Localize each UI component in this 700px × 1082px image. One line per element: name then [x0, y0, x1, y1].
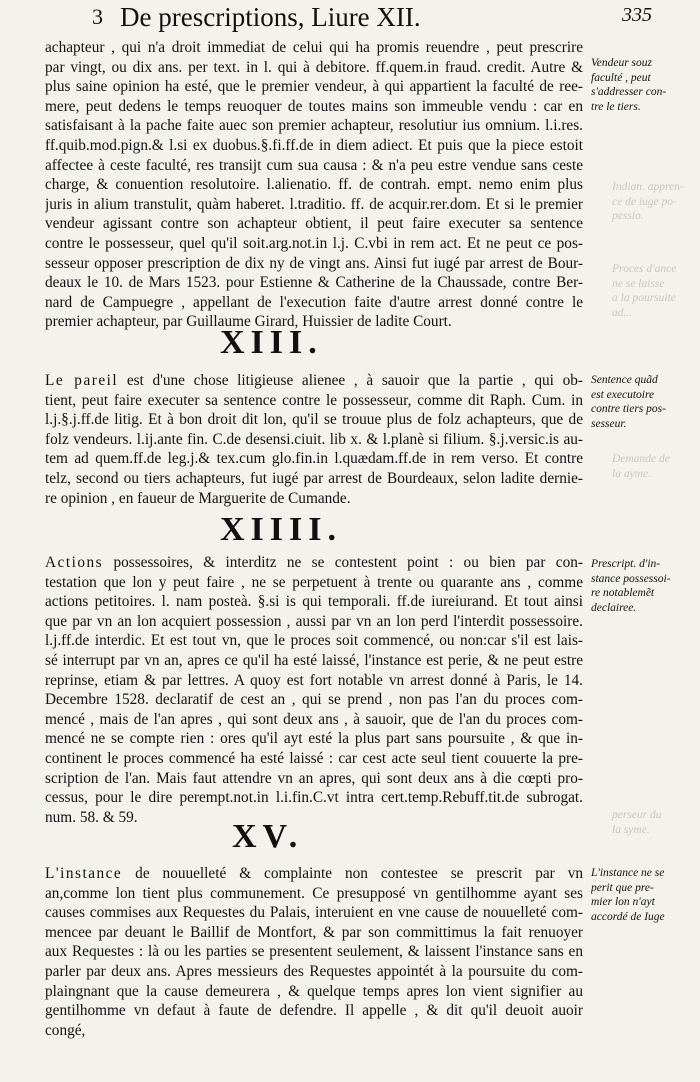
bleed-through-text: perseur du la syme.: [612, 809, 662, 836]
text-line: scription de l'an. Mais faut attendre vn an apres, qui sont deux ans à die cœpti pro-: [45, 769, 583, 787]
text-line: Decembre 1528. declaratif de cest an , qui se prend , non pas l'an du proces com-: [45, 691, 583, 709]
margin-note-prescript: Prescript. d'in- stance possessoi- re notablemẽt declairee.: [591, 558, 671, 614]
text-line: juris in alium transtulit, quàm haberet. l.traditio. ff. de acquir.rer.dom. Et si le premier: [45, 195, 583, 213]
text-line: mere, peut dedens le temps reuoquer de toutes mains son immeuble vendu : car en: [45, 97, 583, 115]
text-line: congé,: [45, 1021, 86, 1039]
text-line: contre le possesseur, quel qu'il soit.arg.not.in l.j. C.vbi in rem act. Et ne peut ce pos-: [45, 234, 583, 252]
text-line: premier achapteur, par Guillaume Girard, Huissier de ladite Court.: [45, 313, 452, 331]
text-line: mencé ne se compte rien : ores qu'il ayt esté la plus part sans poursuite , & que in-: [45, 730, 583, 748]
text-line: telz, second ou tiers achapteurs, fut iugé par arrest de Bourdeaux, selon ladite dernie-: [45, 469, 583, 487]
paragraph-xiiii: [45, 553, 583, 827]
text-line: causes commises aux Requestes du Palais, interuient en vne cause de nouuelleté com-: [45, 904, 583, 922]
lead-words: Le pareil: [45, 372, 119, 389]
bleed-through-text: Indian. appren- ce de iuge po- pessio.: [612, 181, 684, 222]
lead-words: L'instance: [45, 865, 123, 882]
text-line: actions petitoires. l. nam posteà. §.si is qui temporali. ff.de iureiurand. Et tout ainsi: [45, 593, 583, 611]
text-line: testation que lon y peut faire , ne se perpetuent à trente ou quarante ans , comme: [45, 573, 583, 591]
section-heading-xiiii: XIIII.: [220, 511, 342, 548]
text-line: par vingt, ou dix ans. per text. in l. qui à debitore. ff.quem.in fraud. credit. Autre &: [45, 58, 583, 76]
text-line: tem ad quem.ff.de leg.j.& tex.cum glo.fin.in l.quædam.ff.de in rem verso. Et contre: [45, 450, 583, 468]
text-line: achapteur , qui n'a droit immediat de celui qui ha promis reuendre , peut prescrire: [45, 39, 583, 56]
text-line: affectee à ceste faculté, res transijt cum sua causa : & n'a peu estre vendue sans ceste: [45, 156, 583, 174]
text-line: l.j.§.j.ff.de litig. Et à bon droit dit lon, qu'il se trouue plus de folz achapteurs, que de: [45, 411, 583, 429]
text-line: Actions possessoires, & interditz ne se contestent point : ou bien par con-: [45, 554, 583, 571]
text-line: que par vn an lon acquiert possession , aussi par vn an lon perd l'interdit possessoire.: [45, 612, 583, 630]
text-line: l.j.ff.de interdic. Et est tout vn, que le proces soit commencé, ou non:car s'il est lais-: [45, 632, 583, 650]
text-line: nard de Campuegre , appellant de l'execution faite d'autre arrest donné contre le: [45, 293, 583, 311]
bleed-through-text: Proces d'ance ne se laisse a la poursuite ad...: [612, 263, 677, 319]
text-line: an,comme lon tient plus communement. Ce presupposé vn gentilhomme ayant ses: [45, 884, 583, 902]
text-line: plus saine opinion ha esté, que le premier vendeur, à qui appartient la faculté de ree-: [45, 78, 583, 96]
margin-note-instance: L'instance ne se perit que pre- mier lon n'ayt accordé de Iuge: [591, 867, 665, 923]
text-line: Le pareil est d'une chose litigieuse alienee , à sauoir que la partie , qui ob-: [45, 372, 583, 389]
text-line: deaux le 10. de Mars 1523. pour Estienne & Catherine de la Chaussade, contre Ber-: [45, 274, 583, 292]
text-line: sé interrupt par vn an, apres ce qu'il ha esté laissé, l'instance est perie, & ne peut estre: [45, 651, 583, 669]
running-title: De prescriptions, Liure XII.: [120, 2, 421, 32]
page-number: 335: [622, 4, 652, 26]
text-line: sesseur opposer prescription de dix ny de vingt ans. Ainsi fut iugé par arrest de Bour-: [45, 254, 583, 272]
text-line: parler par deux ans. Apres messieurs des Requestes appointét à la poursuite du com-: [45, 962, 583, 980]
text-line: L'instance de nouuelleté & complainte non contestee se prescrit par vn: [45, 865, 583, 882]
text-line: mencee par deuant le Baillif de Montfort, & par son committimus la fait renuoyer: [45, 923, 583, 941]
text-line: satisfaisant à la pache faite auec son premier achapteur, resolutiur ius omnium. l.i.res.: [45, 117, 583, 135]
text-line: ff.quib.mod.pign.& l.si ex duobus.§.fi.ff.de in diem adiect. Et puis que la piece estoit: [45, 136, 583, 154]
running-header: [92, 2, 652, 34]
text-line: mencé , mais de l'an apres , qui sont deux ans , à sauoir, que de l'an du proces com-: [45, 710, 583, 728]
text-line: plaingnant que la cause demeurera , & quelque temps apres lon vient signifier au: [45, 982, 583, 1000]
section-heading-xiii: XIII.: [220, 324, 323, 361]
margin-note-sentence: Sentence quãd est executoire contre tiers pos- sesseur.: [591, 374, 666, 430]
text-line: folz vendeurs. l.ij.ante fin. C.de desensi.ciuit. lib x. & l.planè si filium. §.j.versic.is au-: [45, 430, 583, 448]
text-line: reprinse, etiam & par lettres. A quoy est fort notable vn arrest donné à Paris, le 14.: [45, 671, 583, 689]
lead-words: Actions: [45, 554, 104, 571]
text-line: cessus, pour le dire perempt.not.in l.i.fin.C.vt intra cert.temp.Rebuff.tit.de subrogat.: [45, 789, 583, 807]
margin-note-vendeur: Vendeur souz faculté , peut s'addresser con- tre le tiers.: [591, 57, 667, 113]
signature-number: 3: [92, 4, 103, 29]
text-line: num. 58. & 59.: [45, 808, 138, 826]
text-line: re opinion , en faueur de Marguerite de Cumande.: [45, 489, 351, 507]
text-line: tient, peut faire executer sa sentence contre le possesseur, comme dit Raph. Cum. in: [45, 391, 583, 409]
bleed-through-text: Demande de la ayme.: [612, 453, 670, 480]
text-line: charge, & conuention resolutoire. l.alienatio. ff. de contrah. empt. nemo enim plus: [45, 176, 583, 194]
paragraph-continuation: [45, 38, 583, 332]
text-line: vendeur agissant contre son achapteur obtient, il peut faire executer sa sentence: [45, 215, 583, 233]
text-line: aux Requestes : là ou les parties se presentent seulement, & laissent l'instance sans en: [45, 943, 583, 961]
text-line: gentilhomme vn defaut à faute de defendre. Il appelle , & dit qu'il deuoit auoir: [45, 1002, 583, 1020]
paragraph-xv: [45, 864, 583, 1040]
section-heading-xv: XV.: [232, 818, 304, 855]
paragraph-xiii: [45, 371, 583, 508]
text-line: continent le proces commencé ha esté laissé : car cest acte seul tient couuerte la pre-: [45, 749, 583, 767]
